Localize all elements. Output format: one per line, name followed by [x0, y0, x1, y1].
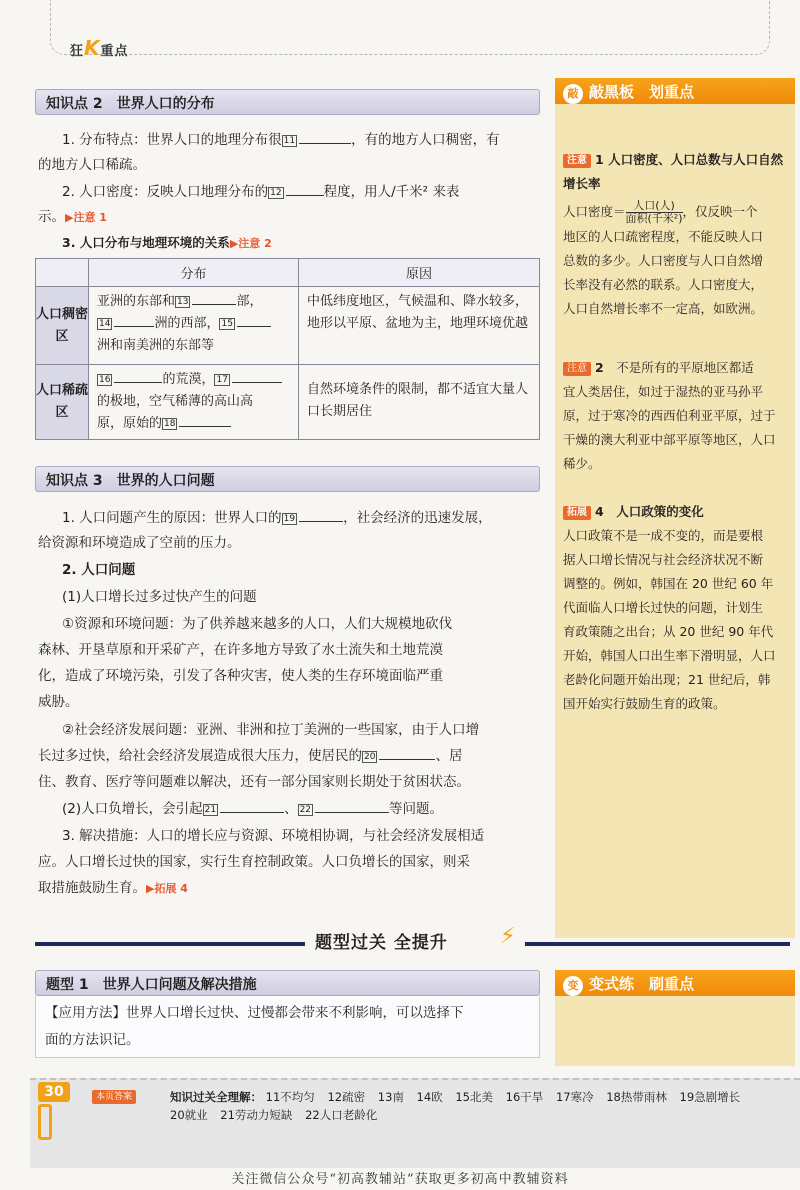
s3-line-5: ①资源和环境问题：为了供养越来越多的人口，人们大规模地砍伐: [62, 616, 453, 632]
header-strip: [50, 0, 770, 55]
s2-line-3: 2. 人口密度：反映人口地理分布的 12 程度，用人/千米² 来表: [62, 184, 460, 200]
answer-item: 11不均匀: [265, 1090, 315, 1104]
s3-line-8: 威胁。: [38, 694, 79, 710]
banner-rule-right: [525, 942, 790, 946]
question-type-head: 题型 1 世界人口问题及解决措施: [35, 970, 540, 996]
answer-item: 22人口老龄化: [305, 1108, 378, 1122]
answer-item: 14欧: [416, 1090, 443, 1104]
type1-line-1: 【应用方法】世界人口增长过快、过慢都会带来不利影响，可以选择下: [45, 1005, 464, 1021]
s3-line-2: 给资源和环境造成了空前的压力。: [38, 535, 241, 551]
answer-label: 知识过关全理解：: [170, 1090, 262, 1104]
extension-link-4[interactable]: ▶拓展 4: [146, 882, 188, 895]
distribution-table: [35, 258, 540, 440]
table-corner: [36, 259, 89, 287]
practice-icon: 变: [563, 976, 583, 996]
s3-line-14: 应。人口增长过快的国家，实行生育控制政策。人口负增长的国家，则采: [38, 854, 470, 870]
section-head-2: 知识点 2 世界人口的分布: [35, 89, 540, 115]
note-tag: 注意: [563, 362, 591, 376]
watermark-text: 关注微信公众号“初高教辅站”获取更多初高中教辅资料: [231, 1172, 569, 1187]
answer-item: 13南: [377, 1090, 404, 1104]
sidebar-note-2: 注意 2 不是所有的平原地区都适 宜人类居住，如过于湿热的亚马孙平 原，过于寒冷的西西伯利亚平原，过于 干燥的澳大利亚中部平原等地区，人口 稀少。: [563, 360, 776, 471]
answer-item: 20就业: [170, 1108, 208, 1122]
answer-item: 16干旱: [505, 1090, 544, 1104]
answer-item: 21劳动力短缺: [220, 1108, 293, 1122]
s2-line-1: 1. 分布特点：世界人口的地理分布很 11 ，有的地方人口稠密，有: [62, 132, 500, 148]
s3-line-12: (2)人口负增长，会引起 21 、 22 等问题。: [62, 801, 444, 817]
table-header-reason: 原因: [299, 259, 540, 287]
answer-list: [170, 1088, 780, 1124]
s2-line-4: 示。▶注意 1: [38, 209, 107, 225]
cell-sparse-distribution: 16 的荒漠， 17 的极地，空气稀薄的高山高 原，原始的 18: [89, 365, 299, 440]
s3-line-9: ②社会经济发展问题：亚洲、非洲和拉丁美洲的一些国家，由于人口增: [62, 722, 480, 738]
answer-item: 19急剧增长: [679, 1090, 741, 1104]
s2-line-2: 的地方人口稀疏。: [38, 157, 146, 173]
s3-line-1: 1. 人口问题产生的原因：世界人口的 19 ，社会经济的迅速发展，: [62, 510, 492, 526]
note-link-1[interactable]: ▶注意 1: [65, 211, 107, 224]
s3-line-3: 2. 人口问题: [62, 562, 136, 578]
type1-line-2: 面的方法识记。: [45, 1032, 140, 1048]
answer-item: 18热带雨林: [606, 1090, 667, 1104]
s3-line-15: 取措施鼓励生育。▶拓展 4: [38, 880, 188, 896]
answer-item: 17寒冷: [555, 1090, 594, 1104]
cell-dense-distribution: 亚洲的东部和 13 部， 14 洲的西部， 15 洲和南美洲的东部等: [89, 287, 299, 365]
cell-dense-reason: 中低纬度地区，气候温和、降水较多，地形以平原、盆地为主，地理环境优越: [299, 287, 540, 365]
page-number: 30: [38, 1082, 70, 1102]
sidebar-extension-4: 拓展 4 人口政策的变化 人口政策不是一成不变的，而是要根 据人口增长情况与社会经济状况不断 调整的。例如，韩国在 20 世纪 60 年 代面临人口增长过快的问题，计划生 育政策随之出台；从 20 世纪 90 年代 开始，韩国人口出生率下滑明显，人口 老龄化问题开始出现；21 世纪后，韩 国开始实行鼓励生育的政策。: [563, 504, 776, 711]
row-stub-dense: 人口稠密区: [36, 287, 89, 365]
section-head-3: 知识点 3 世界的人口问题: [35, 466, 540, 492]
answer-tag: 本页答案: [92, 1090, 136, 1104]
row-stub-sparse: 人口稀疏区: [36, 365, 89, 440]
s3-line-10: 长过多过快，给社会经济发展造成很大压力，使居民的 20 、居: [38, 748, 463, 764]
s2-line-5: 3. 人口分布与地理环境的关系▶注意 2: [62, 235, 272, 250]
note-tag: 注意: [563, 154, 591, 168]
table-header-distribution: 分布: [89, 259, 299, 287]
sidebar-note-1: 注意 1 人口密度、人口总数与人口自然增长率 人口密度＝ $\frac{\text{人口(人)}}{\text{面积(千米²)}}$，仅反映一个 地区的人口疏密程度，不能反映人口 总数的多少。人口密度与人口自然增 长率没有必然的联系。人口密度大， 人口自然增长率不一定高，如欧洲。: [563, 152, 784, 316]
density-fraction: $\frac{\text{人口(人)}}{\text{面积(千米²)}}$: [625, 199, 683, 225]
lightning-icon: ⚡: [500, 924, 516, 949]
note-link-2[interactable]: ▶注意 2: [229, 237, 272, 250]
s3-line-11: 住、教育、医疗等问题难以解决，还有一部分国家则长期处于贫困状态。: [38, 774, 470, 790]
practice-panel: [555, 996, 795, 1066]
s3-line-4: (1)人口增长过多过快产生的问题: [62, 589, 257, 605]
blackboard-icon: 敲: [563, 84, 583, 104]
practice-header: 变 变式练 刷重点: [555, 970, 795, 996]
answer-item: 12疏密: [327, 1090, 366, 1104]
s3-line-6: 森林、开垦草原和开采矿产，在许多地方导致了水土流失和土地荒漠: [38, 642, 443, 658]
brand-logo: 狂K重点: [70, 36, 129, 60]
cell-sparse-reason: 自然环境条件的限制，都不适宜大量人口长期居住: [299, 365, 540, 440]
section-banner: 题型过关 全提升: [315, 933, 448, 953]
s3-line-7: 化，造成了环境污染，引发了各种灾害，使人类的生存环境面临严重: [38, 668, 443, 684]
page-tab-decoration: [38, 1104, 52, 1140]
s3-line-13: 3. 解决措施：人口的增长应与资源、环境相协调，与社会经济发展相适: [62, 828, 485, 844]
answer-item: 15北美: [455, 1090, 493, 1104]
sidebar-header: 敲 敲黑板 划重点: [555, 78, 795, 104]
banner-rule-left: [35, 942, 305, 946]
extension-tag: 拓展: [563, 506, 591, 520]
